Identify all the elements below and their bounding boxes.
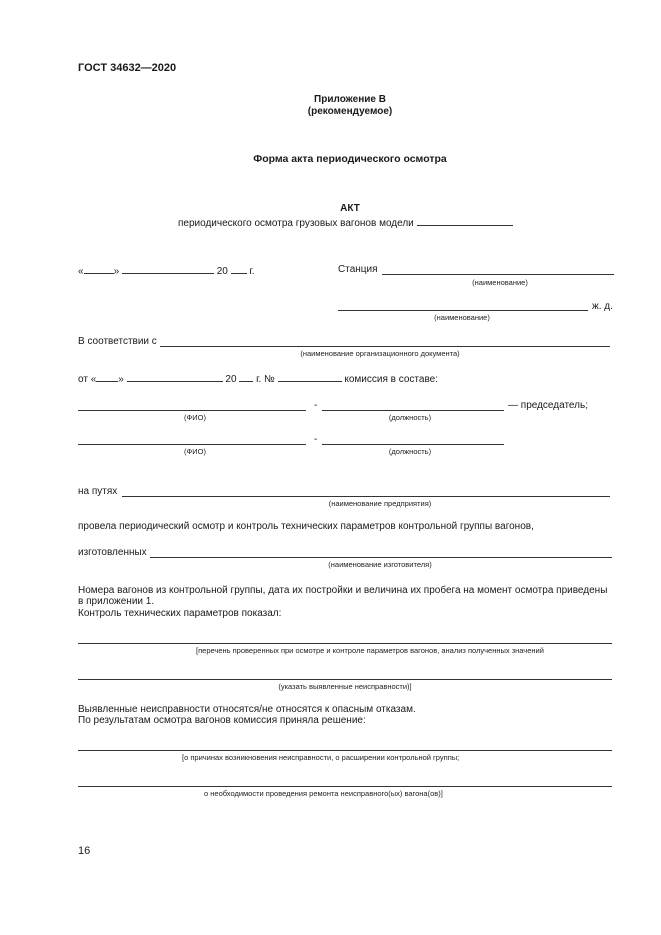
railway-line[interactable] <box>338 310 588 311</box>
appendix-title: Приложение В <box>314 94 386 105</box>
act-title: АКТ <box>340 203 360 214</box>
compliance-hint: (наименование организационного документа) <box>300 349 460 358</box>
act-subtitle-text: периодического осмотра грузовых вагонов модели <box>178 218 414 229</box>
railway-hint: (наименование) <box>434 313 490 322</box>
page-number: 16 <box>78 845 91 857</box>
repair-line[interactable] <box>78 786 612 787</box>
number-label: г. № <box>256 374 275 385</box>
inspection-text: провела периодический осмотр и контроль технических параметров контрольной группы вагонов, <box>78 521 534 532</box>
checked-hint: [перечень проверенных при осмотре и контроле параметров вагонов, анализ полученных значений <box>196 646 544 655</box>
manufacturer-label: изготовленных <box>78 547 147 558</box>
quote-open: « <box>78 266 84 277</box>
tracks-hint: (наименование предприятия) <box>328 499 432 508</box>
number-blank[interactable] <box>278 372 342 382</box>
commission-year-prefix: 20 <box>225 374 237 385</box>
control-text: Контроль технических параметров показал: <box>78 608 282 619</box>
chair-position-hint: (должность) <box>388 413 432 422</box>
date-row <box>78 264 255 278</box>
from-label: от « <box>78 374 97 385</box>
defects-line[interactable] <box>78 679 612 680</box>
model-blank[interactable] <box>417 216 513 226</box>
manufacturer-line[interactable] <box>150 557 612 558</box>
standard-code: ГОСТ 34632—2020 <box>78 62 177 74</box>
numbers-text-line1: Номера вагонов из контрольной группы, дата их постройки и величина их пробега на момент осмотра приведены <box>78 585 608 596</box>
commission-row <box>78 372 438 386</box>
chair-position-line[interactable] <box>322 410 504 411</box>
reasons-line[interactable] <box>78 750 612 751</box>
commission-month-blank[interactable] <box>127 372 223 382</box>
railway-suffix: ж. д. <box>592 301 613 312</box>
reasons-hint: [о причинах возникновения неисправности, о расширении контрольной группы; <box>182 753 460 762</box>
compliance-label: В соответствии с <box>78 336 157 347</box>
manufacturer-hint: (наименование изготовителя) <box>328 560 432 569</box>
year-prefix: 20 <box>216 266 228 277</box>
commission-year-blank[interactable] <box>239 372 253 382</box>
month-blank[interactable] <box>122 264 214 274</box>
member-fio-line[interactable] <box>78 444 306 445</box>
member-dash: - <box>314 434 318 445</box>
station-hint: (наименование) <box>472 278 528 287</box>
checked-line[interactable] <box>78 643 612 644</box>
member-position-hint: (должность) <box>388 447 432 456</box>
year-suffix: г. <box>249 266 255 277</box>
station-line[interactable] <box>382 274 614 275</box>
appendix-note: (рекомендуемое) <box>307 106 393 117</box>
commission-text: комиссия в составе: <box>344 374 438 385</box>
day-blank[interactable] <box>84 264 114 274</box>
defects-hint: (указать выявленные неисправности)] <box>278 682 412 691</box>
tracks-line[interactable] <box>122 496 610 497</box>
station-label: Станция <box>338 264 378 275</box>
chair-fio-hint: (ФИО) <box>184 413 206 422</box>
year-blank[interactable] <box>231 264 247 274</box>
defects-text-line1: Выявленные неисправности относятся/не относятся к опасным отказам. <box>78 704 416 715</box>
defects-text-line2: По результатам осмотра вагонов комиссия приняла решение: <box>78 715 366 726</box>
quote-close: » <box>113 266 120 277</box>
numbers-text-line2: в приложении 1. <box>78 596 155 607</box>
member-fio-hint: (ФИО) <box>184 447 206 456</box>
commission-day-blank[interactable] <box>96 372 118 382</box>
member-position-line[interactable] <box>322 444 504 445</box>
chair-fio-line[interactable] <box>78 410 306 411</box>
repair-hint: о необходимости проведения ремонта неисправного(ых) вагона(ов)] <box>204 789 443 798</box>
form-title: Форма акта периодического осмотра <box>253 153 447 165</box>
compliance-line[interactable] <box>160 346 610 347</box>
chair-role: — председатель; <box>508 400 588 411</box>
tracks-label: на путях <box>78 486 118 497</box>
act-subtitle <box>178 216 513 230</box>
commission-quote-close: » <box>118 374 124 385</box>
chair-dash: - <box>314 400 318 411</box>
